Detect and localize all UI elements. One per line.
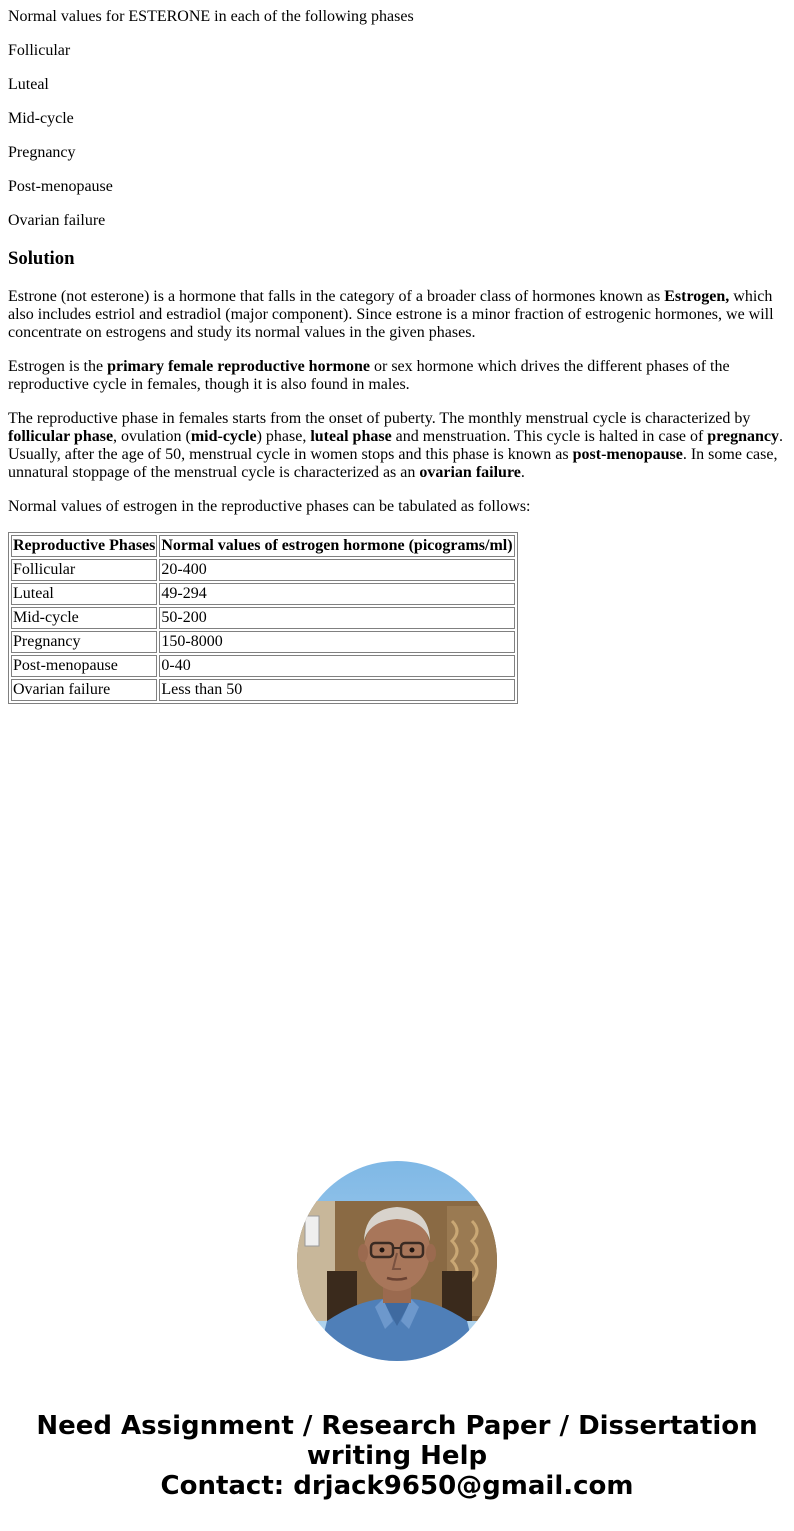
phase-cell: Luteal — [11, 583, 157, 605]
text: , ovulation ( — [113, 428, 191, 445]
column-header: Reproductive Phases — [11, 535, 157, 557]
value-cell: 150-8000 — [159, 631, 514, 653]
phase-item: Pregnancy — [8, 144, 76, 161]
contact-banner — [0, 1411, 794, 1501]
paragraph-cycle — [8, 410, 786, 482]
bold-text: post-menopause — [572, 446, 683, 463]
text: and menstruation. This cycle is halted in case of — [391, 428, 708, 445]
bold-text: ovarian failure — [419, 464, 521, 481]
table-intro: Normal values of estrogen in the reproductive phases can be tabulated as follows: — [8, 498, 531, 515]
bold-text: luteal phase — [310, 428, 392, 445]
text: . — [520, 464, 525, 481]
phase-cell: Follicular — [11, 559, 157, 581]
value-cell: Less than 50 — [159, 679, 514, 701]
value-cell: 20-400 — [159, 559, 514, 581]
phase-item: Follicular — [8, 42, 71, 59]
table-row — [11, 655, 515, 677]
column-header: Normal values of estrogen hormone (picograms/ml) — [159, 535, 514, 557]
text: Estrogen is the — [8, 358, 108, 375]
bold-text: follicular phase — [8, 428, 114, 445]
phase-item: Ovarian failure — [8, 212, 106, 229]
bold-text: primary female reproductive hormone — [107, 358, 370, 375]
bold-text: pregnancy — [707, 428, 780, 445]
bold-text: mid-cycle — [190, 428, 257, 445]
table-row — [11, 559, 515, 581]
phase-item: Luteal — [8, 76, 49, 93]
banner-line: Need Assignment / Research Paper / Dissertation — [36, 1411, 758, 1441]
text: which also includes estriol and estradiol (major component). Since estrone is a minor fraction of estrogenic hormones, we will concentrate on estrogens and study its normal values in the given phases. — [8, 288, 774, 341]
contact-email: Contact: drjack9650@gmail.com — [160, 1471, 634, 1501]
value-cell: 0-40 — [159, 655, 514, 677]
text: . In some case, unnatural stoppage of the menstrual cycle is characterized as an — [8, 446, 778, 481]
paragraph-estrone — [8, 288, 786, 342]
solution-heading: Solution — [8, 248, 75, 269]
paragraph-estrogen — [8, 358, 786, 394]
phase-item: Mid-cycle — [8, 110, 74, 127]
bold-text: Estrogen, — [664, 288, 730, 305]
table-row — [11, 679, 515, 701]
text: . Usually, after the age of 50, menstrual cycle in women stops and this phase is known as — [8, 428, 784, 463]
avatar-portrait-graphic — [297, 1161, 497, 1361]
phase-cell: Pregnancy — [11, 631, 157, 653]
text: The reproductive phase in females starts from the onset of puberty. The monthly menstrual cycle is characterized by — [8, 410, 751, 427]
author-avatar — [297, 1161, 497, 1361]
phase-cell: Mid-cycle — [11, 607, 157, 629]
document-body — [0, 8, 794, 704]
table-row — [11, 583, 515, 605]
phase-cell: Ovarian failure — [11, 679, 157, 701]
question-title: Normal values for ESTERONE in each of the following phases — [8, 8, 414, 25]
table-row — [11, 607, 515, 629]
text: ) phase, — [256, 428, 311, 445]
phase-cell: Post-menopause — [11, 655, 157, 677]
text: Estrone (not esterone) is a hormone that falls in the category of a broader class of hormones known as — [8, 288, 665, 305]
text: or sex hormone which drives the different phases of the reproductive cycle in females, though it is also found in males. — [8, 358, 730, 393]
table-header-row — [11, 535, 515, 557]
estrogen-values-table — [8, 532, 518, 704]
value-cell: 50-200 — [159, 607, 514, 629]
banner-line: writing Help — [306, 1441, 488, 1471]
phase-item: Post-menopause — [8, 178, 113, 195]
value-cell: 49-294 — [159, 583, 514, 605]
table-row — [11, 631, 515, 653]
